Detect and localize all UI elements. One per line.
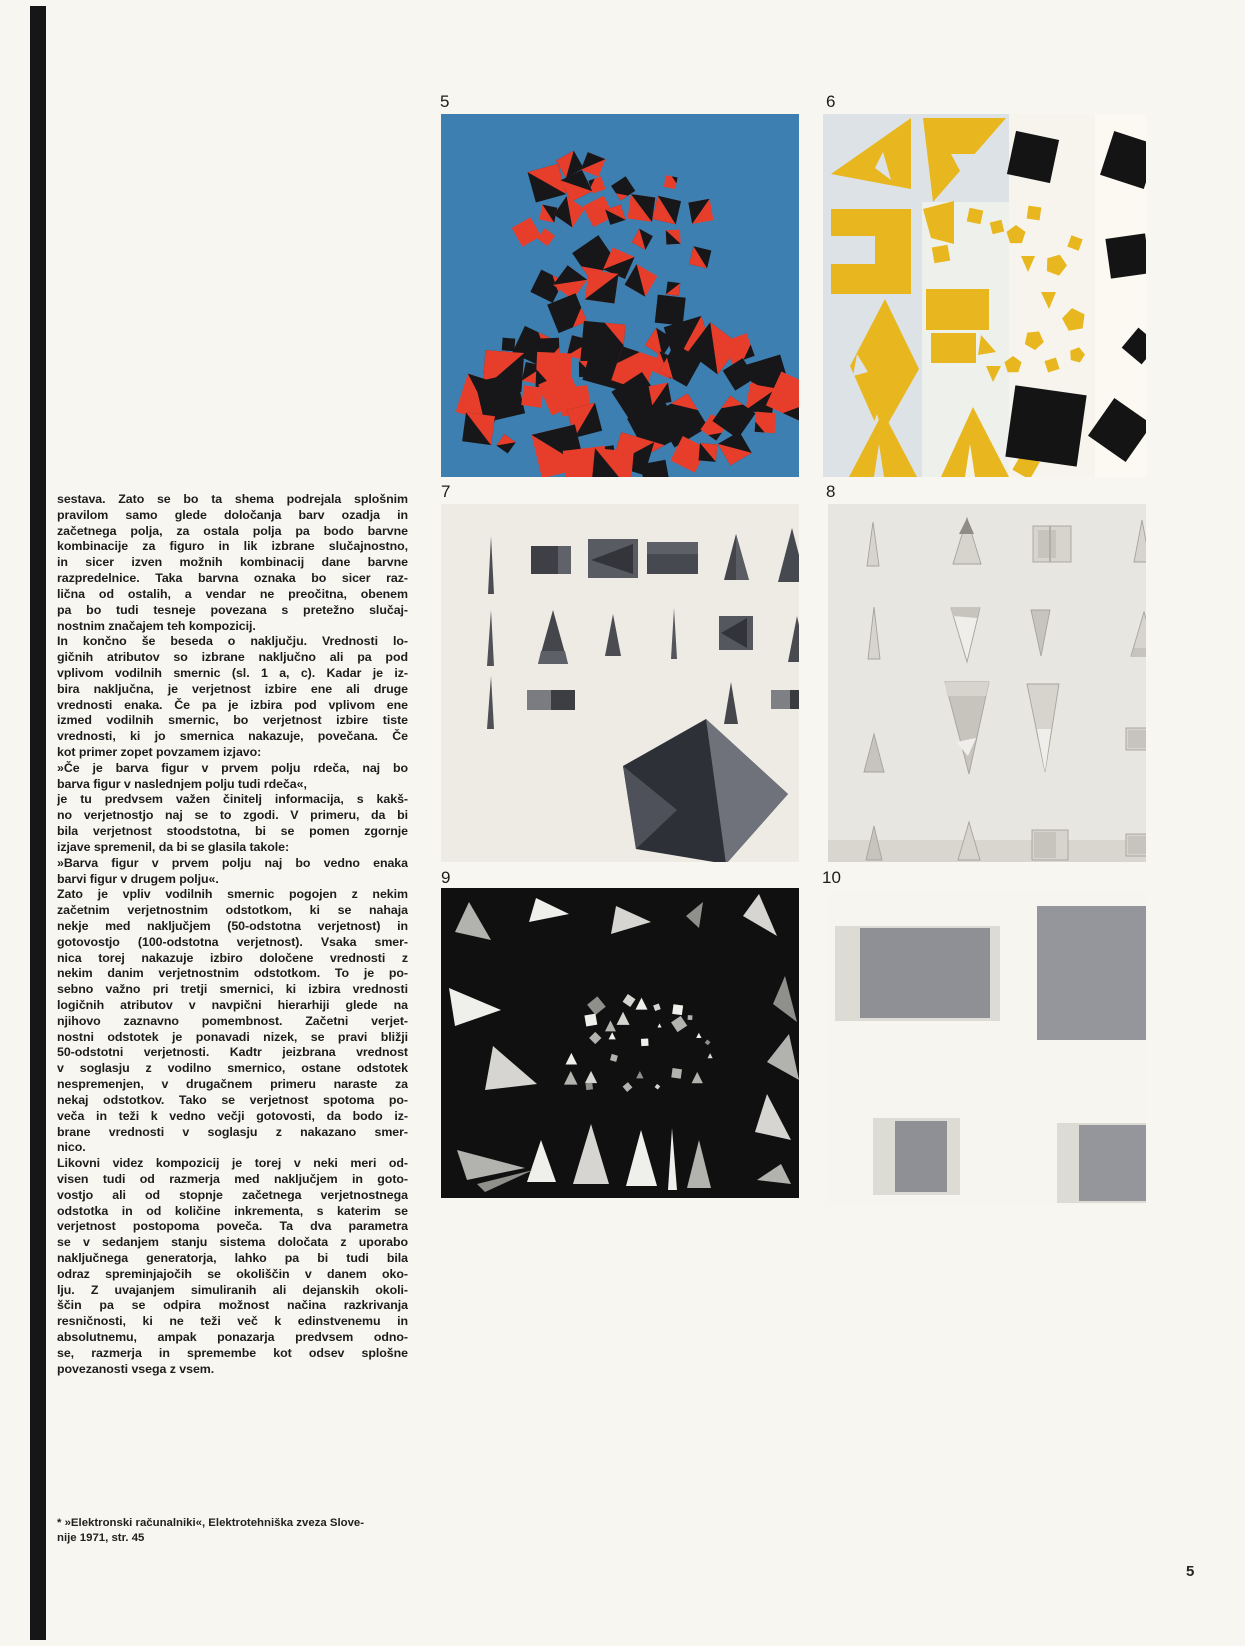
text-line: nekje med naključjem (50-odstotna verjetnost) in <box>57 918 408 933</box>
text-line: izmed vodilnih smernic, bo verjetnost izbire tiste <box>57 713 408 728</box>
text-line: visen tudi od razmerja med naključjem in goto- <box>57 1171 408 1186</box>
text-line: naključnega generatorja, lahko pa bi tudi bila <box>57 1251 408 1265</box>
text-line: gotovostjo (100-odstotna verjetnost). Vsaka smer- <box>57 934 408 949</box>
text-line: odraz spreminjajočih se okoliščin v danem oko- <box>57 1266 408 1281</box>
figure-5-label: 5 <box>440 92 450 111</box>
text-line: veča in teži k vedno večji gotovosti, da bodo iz- <box>57 1108 408 1123</box>
text-line: 50-odstotni verjetnosti. Kadtr jeizbrana vrednost <box>57 1045 408 1060</box>
text-line: je tu predvsem važen činitelj informacija, s kakš- <box>57 792 408 807</box>
page-number: 5 <box>1186 1563 1195 1580</box>
figure-10-label: 10 <box>822 868 841 887</box>
text-line: »Če je barva figur v prvem polju rdeča, naj bo <box>57 760 408 775</box>
footnote-line-2: nije 1971, str. 45 <box>57 1532 145 1544</box>
text-line: lična od ostalih, a vendar ne preočitna, obenem <box>57 586 408 601</box>
text-line: ščin pa se odpira možnost načina razkrivanja <box>57 1298 408 1313</box>
text-line: se, razmerja in spremembe kot odsev splošne <box>57 1345 408 1360</box>
text-line: kombinacije za figuro in lik izbrane slučajnostno, <box>57 539 408 554</box>
text-line: nica torej nakazuje izbiro določene vrednosti z <box>57 950 408 965</box>
text-line: barva figur v naslednjem polju tudi rdeča«, <box>57 776 307 791</box>
text-line: vplivom vodilnih smernic (sl. 1 a, c). Kadar je iz- <box>57 665 408 680</box>
text-line: pravilom samo glede določanja barv ozadja in <box>57 507 408 522</box>
text-line: se v sedanjem stanju sistema določata z uporabo <box>57 1235 408 1250</box>
text-line: nostni odstotek je ponavadi nizek, se pravi bližji <box>57 1029 408 1044</box>
figure-6-artwork <box>823 114 1146 477</box>
text-line: absolutnemu, ampak ponazarja predvsem odno- <box>57 1330 408 1345</box>
footnote <box>57 1516 422 1546</box>
text-line: v soglasju z vodilno smernico, ostane odstotek <box>57 1061 408 1076</box>
text-line: odstotka in od količine inkrementa, s katerim se <box>57 1203 408 1218</box>
text-line: povezanosti vsega z vsem. <box>57 1361 215 1376</box>
text-line: nekim danim verjetnostnim odstotkom. To je po- <box>57 966 408 981</box>
figure-8-artwork <box>828 504 1146 862</box>
text-line: resničnosti, ki ne teži več k edinstvenemu in <box>57 1314 408 1329</box>
text-line: nespremenjen, v drugačnem primeru naraste za <box>57 1077 408 1092</box>
figure-10-artwork <box>828 893 1146 1205</box>
text-line: vrednosti, ki jo smernica nakazuje, povečana. Če <box>57 729 408 744</box>
text-line: nekaj odstotkov. Tako se verjetnost spotoma po- <box>57 1092 408 1107</box>
text-line: Likovni videz kompozicij je torej v neki meri od- <box>57 1156 408 1171</box>
figure-7-artwork <box>441 504 799 862</box>
left-margin-bar <box>30 6 46 1640</box>
text-line: njihovo zaznavno pomembnost. Začetni verjet- <box>57 1013 408 1028</box>
text-line: verjetnost postopoma poveča. Ta dva parametra <box>57 1219 408 1234</box>
text-line: kot primer zopet povzamem izjavo: <box>57 745 262 759</box>
text-line: sebno važno pri tretji smernici, ki izbira vrednosti <box>57 982 408 997</box>
text-line: in sicer izven možnih kombinacij dane barvne <box>57 555 408 570</box>
text-line: logičnih atributov v navpični hierarhiji glede na <box>57 998 408 1012</box>
text-line: Zato je vpliv vodilnih smernic pogojen z nekim <box>57 887 408 902</box>
article-text-column <box>57 492 408 1378</box>
text-line: bira naključna, je verjetnost izbire ene ali druge <box>57 681 408 696</box>
text-line: brane vrednosti v soglasju z nakazano smer- <box>57 1124 408 1139</box>
text-line: začetnim verjetnostnim odstotkom, ki se nahaja <box>57 903 408 918</box>
text-line: In končno še beseda o naključju. Vrednosti lo- <box>57 634 408 649</box>
text-line: nico. <box>57 1140 86 1155</box>
figure-6-label: 6 <box>826 92 836 111</box>
text-line: »Barva figur v prvem polju naj bo vedno enaka <box>57 855 408 870</box>
text-line: no verjetnostjo naj se to zgodi. V primeru, da bi <box>57 808 408 823</box>
figure-8-label: 8 <box>826 482 836 501</box>
figure-7-label: 7 <box>441 482 451 501</box>
text-line: bila verjetnost stoodstotna, bi se pomen zgornje <box>57 824 408 839</box>
text-line: barvi figur v drugem polju«. <box>57 871 219 886</box>
footnote-line-1: * »Elektronski računalniki«, Elektrotehniška zveza Slove- <box>57 1517 365 1529</box>
text-line: nostnim značajem teh kompozicij. <box>57 618 256 633</box>
text-line: vrednosti enaka. Če pa je izbira pod vplivom ene <box>57 697 408 712</box>
text-line: razpredelnice. Taka barvna oznaka bo sicer raz- <box>57 571 408 586</box>
figure-5-artwork <box>441 114 799 477</box>
text-line: vostjo ali od stopnje začetnega verjetnostnega <box>57 1187 408 1202</box>
text-line: začetnega polja, za ostala polja pa bodo barvne <box>57 523 408 538</box>
text-line: izjave spremenil, da bi se glasila takole: <box>57 839 290 854</box>
text-line: pa bo tudi tesneje povezana s pretežno slučaj- <box>57 602 408 617</box>
text-line: sestava. Zato se bo ta shema podrejala splošnim <box>57 492 408 506</box>
text-line: gičnih atributov so izbrane naključno ali pa pod <box>57 650 408 665</box>
figure-9-label: 9 <box>441 868 451 887</box>
figure-9-artwork <box>441 888 799 1198</box>
text-line: lju. Z uvajanjem simuliranih ali dejanskih okoli- <box>57 1282 408 1297</box>
